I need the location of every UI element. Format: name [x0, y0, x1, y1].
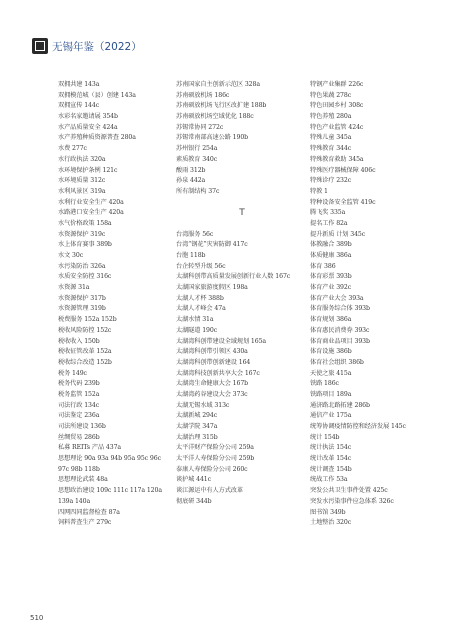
index-entry: 苏南硕放机场空域优化 188c — [176, 113, 254, 121]
index-entry: 思想理论武装 48a — [58, 476, 108, 484]
index-entry: 体教融合 389b — [310, 241, 352, 249]
index-entry: 太湖隧道 190c — [176, 326, 218, 334]
index-entry: 特色养殖 280a — [310, 113, 352, 121]
index-entry: 特殊诊疗 232c — [310, 177, 352, 185]
index-entry: 税费服务 152a 152b — [58, 316, 117, 324]
index-entry: 体育商业品项目 393b — [310, 337, 370, 345]
index-entry: 苏南硕放机场 186c — [176, 91, 230, 99]
index-entry: 税收风险防控 152c — [58, 326, 112, 334]
index-entry: 水污染防治 326a — [58, 262, 106, 270]
index-entry: 特种设备安全监管 419c — [310, 198, 376, 206]
index-entry: 孙泉 442a — [176, 177, 206, 185]
index-entry: 水产养殖种质资源普查 280a — [58, 134, 136, 142]
index-entry: 水利行业安全生产 420a — [58, 198, 124, 206]
index-entry: 铁路 186c — [310, 380, 339, 388]
index-entry: 太湖湾生命健康大会 167b — [176, 380, 249, 388]
index-entry: 苏州银行 254a — [176, 145, 218, 153]
index-entry: 泰康人寿保险分公司 260c — [176, 465, 248, 473]
index-entry: 双拥模范城（县）创建 143a — [58, 91, 136, 99]
index-entry: 体育彩票 393b — [310, 273, 352, 281]
index-entry: 特殊教育救助 345a — [310, 155, 364, 163]
running-header — [0, 0, 468, 64]
index-entry: 体育服务综合体 393b — [310, 305, 370, 313]
index-entry: 税务代码 239b — [58, 380, 100, 388]
index-entry: 太湖人才峰会 47a — [176, 305, 226, 313]
index-entry: 体育惠民消费券 393c — [310, 326, 370, 334]
index-entry: 太湖科创带高质量发展创新行业人数 167c — [176, 273, 291, 281]
index-entry: 太湖湾科技创新共享大会 167c — [176, 369, 260, 377]
index-entry: 特殊教育 344c — [310, 145, 352, 153]
index-entry: 双拥共建 143a — [58, 81, 100, 88]
index-entry: 水资源保护 319c — [58, 230, 106, 238]
index-entry: 谈江源运中有人方式改革 — [176, 487, 243, 495]
index-entry: 体育 386 — [310, 262, 336, 270]
index-entry: 统计 154b — [310, 433, 340, 441]
index-entry: 统计调查 154b — [310, 465, 352, 473]
index-entry: 税收征管改革 152a — [58, 348, 112, 356]
index-entry: 体育产业 392c — [310, 284, 352, 292]
index-entry — [176, 219, 308, 230]
index-entry: 139a 140a — [58, 497, 91, 505]
index-entry: 税务监管 152a — [58, 390, 100, 398]
index-entry: 税收收入 150b — [58, 337, 100, 345]
index-entry: 水资源管理 319b — [58, 305, 106, 313]
index-entry: 台企转型升级 56c — [176, 262, 226, 270]
index-entry: 思想政治建设 109c 111c 117a 120a — [58, 487, 162, 495]
index-entry: 水文 30c — [58, 252, 84, 259]
index-entry: 体育规划 386a — [310, 316, 352, 324]
index-entry: 特色果蔬 278c — [310, 91, 352, 99]
index-entry: 水资源保护 317b — [58, 294, 106, 302]
book-logo-icon — [32, 38, 48, 54]
index-entry: 水费 277c — [58, 145, 87, 153]
index-entry: 水利风景区 319a — [58, 187, 106, 195]
index-entry: 太湖湾科创带引领区 430a — [176, 348, 248, 356]
index-entry: 水环境质量 312c — [58, 177, 106, 185]
index-entry: 水彩名家邀请展 354b — [58, 113, 118, 121]
index-entry: 太湖治理 315b — [176, 433, 218, 441]
index-entry: 太湖学院 347a — [176, 423, 218, 430]
index-entry: 腾飞奖 335a — [310, 209, 346, 217]
index-letter-heading: T — [239, 208, 245, 219]
index-entry: 太湖湾科创带创新建设 164 — [176, 358, 251, 366]
index-entry: 素质教育 340c — [176, 155, 218, 163]
index-entry: 统战工作 53a — [310, 476, 348, 484]
index-entry: 司法行政 134c — [58, 401, 100, 409]
index-entry: 太湖湾药谷建设大会 373c — [176, 390, 248, 398]
index-entry — [176, 198, 308, 209]
index-entry: 特殊儿童 345a — [310, 134, 352, 142]
index-column-3 — [310, 80, 450, 529]
index-entry: 税务 149c — [58, 369, 87, 377]
index-entry: 特教 1 — [310, 187, 328, 195]
index-entry: 台湾服务 56c — [176, 230, 214, 238]
index-entry: 饲料普查生产 279c — [58, 519, 112, 527]
index-entry: 通信产业 175a — [310, 412, 352, 420]
index-entry: 税收综合改造 152b — [58, 358, 112, 366]
index-entry: 司法所建设 136b — [58, 423, 106, 430]
index-entry: 苏锡常协同 272c — [176, 123, 224, 131]
index-column-1 — [58, 80, 170, 529]
index-entry: 思想理论 90a 93a 94b 95a 95c 96c — [58, 455, 161, 463]
index-entry: 水产品质量安全 424a — [58, 123, 118, 131]
index-entry: 水路港口安全生产 420a — [58, 209, 124, 217]
index-entry: 双拥宣传 144c — [58, 102, 100, 110]
index-entry: 彻底研 344b — [176, 497, 212, 505]
index-entry: 水质安全防控 316c — [58, 273, 112, 281]
index-entry: 统计执法 154c — [310, 444, 352, 452]
index-entry: 太湖国家旅游度假区 198a — [176, 284, 248, 292]
index-entry: 特殊医疗器械保障 406c — [310, 166, 376, 174]
index-entry: 特色产业监管 424c — [310, 123, 364, 131]
index-entry: 苏锡常南部高速公路 190b — [176, 134, 249, 142]
index-entry: 特钢产业集群 226c — [310, 81, 364, 88]
index-entry: 水行政执法 320a — [58, 155, 106, 163]
index-entry: 统计改革 154c — [310, 455, 352, 463]
index-entry: 太湖湾科创带建设全域规划 165a — [176, 337, 267, 345]
index-entry: 台湾“钢花”灾害防御 417c — [176, 241, 248, 249]
index-entry: 体育设施 386b — [310, 348, 352, 356]
index-entry: 水资源 31a — [58, 284, 90, 292]
index-entry: 体质健康 386a — [310, 252, 352, 259]
index-entry: 所有制结构 37c — [176, 187, 220, 195]
index-entry: 突发公共卫生事件处置 425c — [310, 487, 388, 495]
index-entry: 丝绸贸易 286b — [58, 433, 100, 441]
index-entry: 统筹协调疫情防控和经济发展 145c — [310, 423, 406, 430]
index-entry: 太湖水情 31a — [176, 316, 214, 324]
index-entry: 太湖新城 294c — [176, 412, 218, 420]
page-number: 510 — [30, 614, 44, 622]
index-entry: 突发水污染事件应急体系 326c — [310, 497, 394, 505]
book-title: 无锡年鉴（2022） — [52, 41, 142, 53]
index-entry: 苏南国家自主创新示范区 328a — [176, 81, 260, 88]
index-entry: 通济路北路拓建 286b — [310, 401, 370, 409]
index-entry: 太湖无锡水域 313c — [176, 401, 230, 409]
index-entry: 酸雨 312b — [176, 166, 206, 174]
index-column-2 — [176, 80, 308, 508]
index-entry: 体育社会组织 386b — [310, 358, 364, 366]
index-entry: 私募 REITs 产品 437a — [58, 444, 122, 452]
index-entry: 土地整治 320c — [310, 519, 352, 527]
index-entry: 特色田园乡村 308c — [310, 102, 364, 110]
index-entry: 水上体育赛事 389b — [58, 241, 112, 249]
index-entry: 水气价格政策 158a — [58, 219, 112, 227]
index-entry: 司法鉴定 236a — [58, 412, 100, 420]
index-entry: 97c 98b 118b — [58, 465, 100, 473]
index-entry: 太平洋人寿保险分公司 259b — [176, 455, 255, 463]
index-entry: 图书馆 349b — [310, 508, 346, 516]
index-entry: 台胞 118b — [176, 252, 206, 259]
index-entry: 体育产业大会 393a — [310, 294, 364, 302]
index-entry: 天使之旅 415a — [310, 369, 352, 377]
index-entry: 提升新质 计划 345c — [310, 230, 366, 238]
index-entry: 四网四同监督检查 87a — [58, 508, 120, 516]
index-entry: 太平洋财产保险分公司 259a — [176, 444, 254, 452]
index-entry: 提名工作 82a — [310, 219, 348, 227]
index-entry: 铁路项目 189a — [310, 390, 352, 398]
index-entry: 水环境保护条例 121c — [58, 166, 118, 174]
index-entry: 苏南硕放机场飞行区改扩建 188b — [176, 102, 267, 110]
index-entry: 谈护城 441c — [176, 476, 212, 484]
index-entry: 太湖人才杯 388b — [176, 294, 224, 302]
